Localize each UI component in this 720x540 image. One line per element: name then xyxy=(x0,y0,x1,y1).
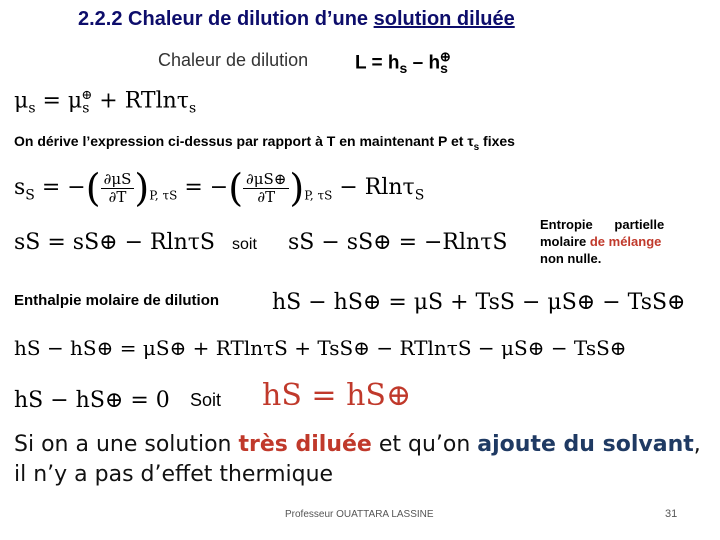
soit-label: soit xyxy=(232,236,257,253)
page-number: 31 xyxy=(665,508,678,520)
equation-entropy-difference: sS − sS⊕ = −RlnτS xyxy=(288,230,508,255)
equation-chemical-potential: $\mu_s = \mu_s^\oplus + RTln\tau_s$ xyxy=(14,88,197,117)
chaleur-formula: $L = h_s - h_s^\oplus$ xyxy=(355,49,451,77)
equation-entropy-derivative: $s_S$ = −( $\frac{\partial\mu S}{\partial T}$ )$_{P, \tau S}$ = −( $\frac{\partial\mu S\oplus}{\partial T}$ )$_{P, \tau S} - Rln\tau_S$ xyxy=(14,166,425,210)
title-underlined: solution diluée xyxy=(373,8,515,30)
enthalpie-label: Enthalpie molaire de dilution xyxy=(14,292,220,309)
equation-result: hS = hS⊕ xyxy=(262,378,412,413)
soit-label-2: Soit xyxy=(190,390,222,410)
chaleur-label: Chaleur de dilution xyxy=(158,50,309,70)
equation-entropy: sS = sS⊕ − RlnτS xyxy=(14,230,216,255)
title-prefix: 2.2.2 Chaleur de dilution d’une xyxy=(78,8,374,30)
slide-title xyxy=(78,8,515,31)
entropie-note: Entropie partielle molaire de mélange non nulle. xyxy=(540,217,665,266)
footer-author: Professeur OUATTARA LASSINE xyxy=(285,509,434,520)
equation-enthalpy-definition: hS − hS⊕ = μS + TsS − μS⊕ − TsS⊕ xyxy=(272,290,686,315)
derive-text: On dérive l’expression ci-dessus par rapport à T en maintenant P et $\tau_s$ fixes xyxy=(14,133,515,153)
conclusion: Si on a une solution très diluée et qu’on ajoute du solvant, il n’y a pas d’effet thermique xyxy=(14,432,701,487)
equation-enthalpy-expanded: hS − hS⊕ = μS⊕ + RTlnτS + TsS⊕ − RTlnτS − μS⊕ − TsS⊕ xyxy=(14,336,627,360)
equation-enthalpy-zero: hS − hS⊕ = 0 xyxy=(14,388,170,413)
